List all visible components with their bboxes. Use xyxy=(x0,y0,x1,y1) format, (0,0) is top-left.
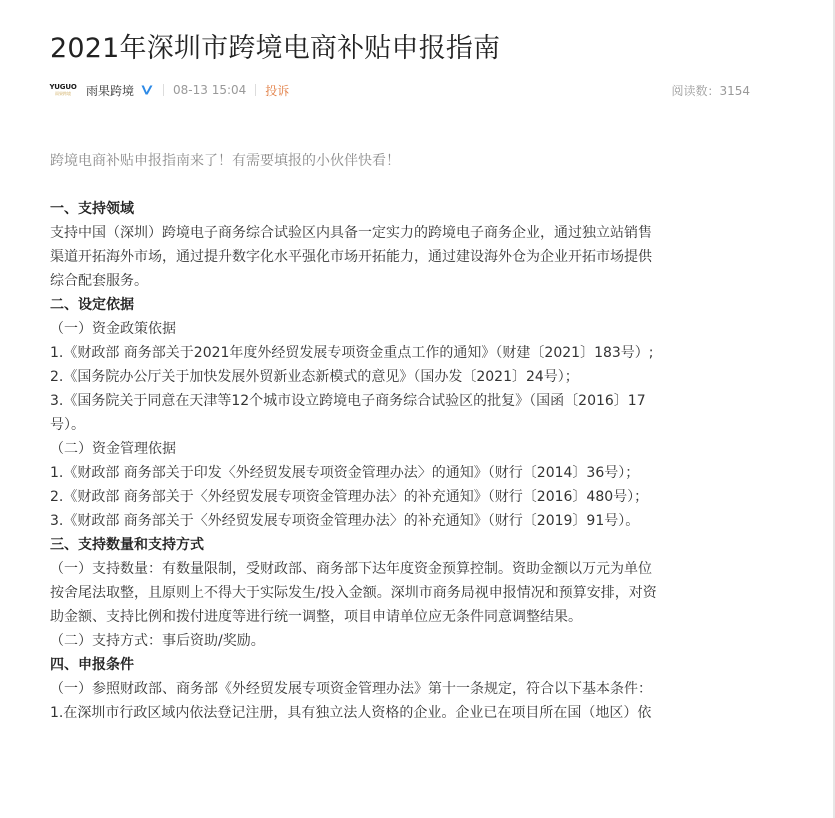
paragraph-line: 渠道开拓海外市场，通过提升数字化水平强化市场开拓能力，通过建设海外仓为企业开拓市场提供 xyxy=(50,249,652,265)
publish-date: 08-13 15:04 xyxy=(173,83,247,97)
paragraph-line: 助金额、支持比例和拨付进度等进行统一调整，项目申请单位应无条件同意调整结果。 xyxy=(50,609,582,625)
paragraph-line: 1.在深圳市行政区域内依法登记注册，具有独立法人资格的企业。企业已在项目所在国（地区）依 xyxy=(50,705,652,721)
paragraph-line: 3.《国务院关于同意在天津等12个城市设立跨境电子商务综合试验区的批复》（国函〔2016〕17 xyxy=(50,393,646,409)
paragraph-line: 按舍尾法取整，且原则上不得大于实际发生/投入金额。深圳市商务局视申报情况和预算安排，对资 xyxy=(50,585,657,601)
paragraph-line: 号）。 xyxy=(50,417,85,433)
report-link[interactable]: 投诉 xyxy=(265,83,290,98)
article-title: 2021年深圳市跨境电商补贴申报指南 xyxy=(50,33,501,64)
author-logo[interactable] xyxy=(50,83,76,97)
paragraph-line: 2.《财政部 商务部关于〈外经贸发展专项资金管理办法〉的补充通知》（财行〔2016〕480号）； xyxy=(50,489,649,505)
article-body xyxy=(50,197,750,725)
paragraph-line: 支持中国（深圳）跨境电子商务综合试验区内具备一定实力的跨境电子商务企业，通过独立站销售 xyxy=(50,225,652,241)
section-heading: 四、申报条件 xyxy=(50,657,134,673)
paragraph-line: （一）参照财政部、商务部《外经贸发展专项资金管理办法》第十一条规定，符合以下基本条件： xyxy=(50,681,652,697)
paragraph-line: 1.《财政部 商务部关于印发〈外经贸发展专项资金管理办法〉的通知》（财行〔2014〕36号）； xyxy=(50,465,640,481)
section-heading: 二、设定依据 xyxy=(50,297,134,313)
author-logo-subtext: 雨果跨境 xyxy=(55,91,71,96)
paragraph-line: 1.《财政部 商务部关于2021年度外经贸发展专项资金重点工作的通知》（财建〔2021〕183号）; xyxy=(50,345,654,361)
verified-v-icon xyxy=(140,83,154,97)
article-intro: 跨境电商补贴申报指南来了！有需要填报的小伙伴快看！ xyxy=(50,153,400,169)
paragraph-line: （二）资金管理依据 xyxy=(50,441,176,457)
author-name[interactable]: 雨果跨境 xyxy=(86,83,135,98)
paragraph-line: 2.《国务院办公厅关于加快发展外贸新业态新模式的意见》（国办发〔2021〕24号）； xyxy=(50,369,579,385)
paragraph-line: 3.《财政部 商务部关于〈外经贸发展专项资金管理办法〉的补充通知》（财行〔2019〕91号）。 xyxy=(50,513,640,529)
read-count: 阅读数：3154 xyxy=(671,83,750,98)
meta-divider xyxy=(163,84,164,96)
section-heading: 一、支持领域 xyxy=(50,201,134,217)
article-meta xyxy=(50,80,750,100)
paragraph-line: （一）支持数量：有数量限制，受财政部、商务部下达年度资金预算控制。资助金额以万元为单位 xyxy=(50,561,652,577)
paragraph-line: （二）支持方式：事后资助/奖励。 xyxy=(50,633,265,649)
meta-divider xyxy=(255,84,256,96)
author-logo-text: YUGUO xyxy=(49,83,77,91)
section-heading: 三、支持数量和支持方式 xyxy=(50,537,204,553)
paragraph-line: （一）资金政策依据 xyxy=(50,321,176,337)
paragraph-line: 综合配套服务。 xyxy=(50,273,148,289)
